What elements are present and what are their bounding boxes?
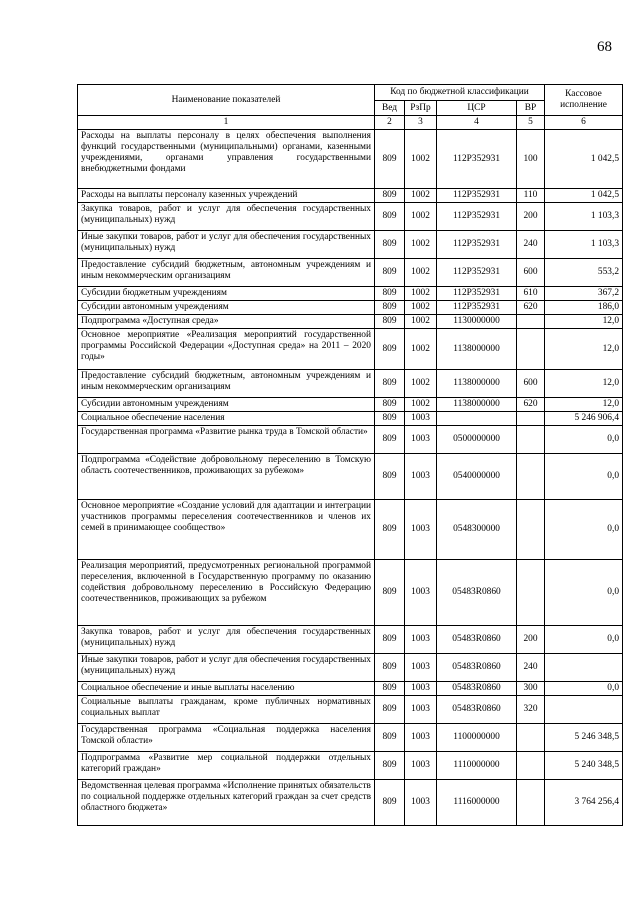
row-rzpr: 1003 — [405, 682, 437, 696]
row-csr — [437, 412, 517, 426]
row-vr — [517, 724, 545, 752]
row-name: Подпрограмма «Доступная среда» — [78, 315, 375, 329]
row-rzpr: 1002 — [405, 130, 437, 189]
row-csr: 05483R0860 — [437, 560, 517, 626]
column-number: 6 — [545, 116, 623, 130]
row-csr: 112P352931 — [437, 130, 517, 189]
row-name: Государственная программа «Развитие рынка труда в Томской области» — [78, 426, 375, 454]
row-vr: 110 — [517, 189, 545, 203]
row-ved: 809 — [375, 315, 405, 329]
row-name: Основное мероприятие «Реализация мероприятий государственной программы Российской Федерации «Доступная среда» на 2011 – 2020 годы» — [78, 329, 375, 370]
row-name: Подпрограмма «Содействие добровольному переселению в Томскую область соотечественников, проживающих за рубежом» — [78, 454, 375, 500]
row-name: Государственная программа «Социальная поддержка населения Томской области» — [78, 724, 375, 752]
row-name: Субсидии автономным учреждениям — [78, 301, 375, 315]
row-csr: 1138000000 — [437, 370, 517, 398]
row-csr: 0548300000 — [437, 500, 517, 560]
table-row — [78, 626, 623, 654]
table-row — [78, 370, 623, 398]
row-amount: 0,0 — [545, 500, 623, 560]
column-number: 4 — [437, 116, 517, 130]
row-amount: 1 103,3 — [545, 231, 623, 259]
row-name: Субсидии автономным учреждениям — [78, 398, 375, 412]
row-csr: 05483R0860 — [437, 696, 517, 724]
table-row — [78, 259, 623, 287]
row-amount: 553,2 — [545, 259, 623, 287]
row-vr — [517, 329, 545, 370]
row-vr — [517, 454, 545, 500]
row-name: Социальные выплаты гражданам, кроме публичных нормативных социальных выплат — [78, 696, 375, 724]
row-name: Субсидии бюджетным учреждениям — [78, 287, 375, 301]
row-name: Расходы на выплаты персоналу в целях обеспечения выполнения функций государственными (муниципальными) органами, казенными учреждениями, органами управления государственными внебюджетными фондами — [78, 130, 375, 189]
row-rzpr: 1003 — [405, 426, 437, 454]
row-ved: 809 — [375, 287, 405, 301]
row-ved: 809 — [375, 682, 405, 696]
row-rzpr: 1003 — [405, 500, 437, 560]
budget-table — [77, 84, 623, 826]
row-rzpr: 1003 — [405, 560, 437, 626]
row-amount: 12,0 — [545, 329, 623, 370]
column-number: 3 — [405, 116, 437, 130]
table-row — [78, 203, 623, 231]
table-row — [78, 780, 623, 826]
row-csr: 1100000000 — [437, 724, 517, 752]
row-amount: 12,0 — [545, 315, 623, 329]
row-rzpr: 1002 — [405, 329, 437, 370]
row-vr — [517, 780, 545, 826]
row-csr: 112P352931 — [437, 301, 517, 315]
row-ved: 809 — [375, 560, 405, 626]
row-vr: 300 — [517, 682, 545, 696]
row-name: Закупка товаров, работ и услуг для обеспечения государственных (муниципальных) нужд — [78, 203, 375, 231]
row-ved: 809 — [375, 454, 405, 500]
row-ved: 809 — [375, 724, 405, 752]
row-amount: 1 042,5 — [545, 189, 623, 203]
header-csr: ЦСР — [437, 101, 517, 116]
row-vr: 600 — [517, 370, 545, 398]
row-vr: 620 — [517, 301, 545, 315]
header-vr: ВР — [517, 101, 545, 116]
column-number: 2 — [375, 116, 405, 130]
row-amount — [545, 654, 623, 682]
row-ved: 809 — [375, 398, 405, 412]
row-amount: 5 246 906,4 — [545, 412, 623, 426]
row-rzpr: 1003 — [405, 412, 437, 426]
row-vr — [517, 752, 545, 780]
page-number: 68 — [597, 39, 612, 55]
row-csr: 0540000000 — [437, 454, 517, 500]
row-ved: 809 — [375, 626, 405, 654]
table-row — [78, 500, 623, 560]
header-name: Наименование показателей — [78, 85, 375, 116]
row-csr: 05483R0860 — [437, 626, 517, 654]
row-csr: 05483R0860 — [437, 682, 517, 696]
row-rzpr: 1002 — [405, 315, 437, 329]
row-ved: 809 — [375, 500, 405, 560]
row-rzpr: 1002 — [405, 301, 437, 315]
row-ved: 809 — [375, 203, 405, 231]
row-ved: 809 — [375, 370, 405, 398]
row-vr: 600 — [517, 259, 545, 287]
row-ved: 809 — [375, 259, 405, 287]
row-csr: 05483R0860 — [437, 654, 517, 682]
row-rzpr: 1003 — [405, 724, 437, 752]
table-row — [78, 454, 623, 500]
row-amount: 0,0 — [545, 682, 623, 696]
row-csr: 1130000000 — [437, 315, 517, 329]
table-row — [78, 231, 623, 259]
row-csr: 1138000000 — [437, 329, 517, 370]
table-row — [78, 398, 623, 412]
row-vr — [517, 412, 545, 426]
table-row — [78, 287, 623, 301]
row-ved: 809 — [375, 189, 405, 203]
row-name: Предоставление субсидий бюджетным, автономным учреждениям и иным некоммерческим организациям — [78, 370, 375, 398]
row-ved: 809 — [375, 696, 405, 724]
row-ved: 809 — [375, 412, 405, 426]
row-amount: 0,0 — [545, 454, 623, 500]
row-amount: 3 764 256,4 — [545, 780, 623, 826]
table-row — [78, 329, 623, 370]
row-csr: 0500000000 — [437, 426, 517, 454]
row-rzpr: 1003 — [405, 654, 437, 682]
table-row — [78, 189, 623, 203]
row-name: Предоставление субсидий бюджетным, автономным учреждениям и иным некоммерческим организациям — [78, 259, 375, 287]
header-ved: Вед — [375, 101, 405, 116]
row-amount: 1 042,5 — [545, 130, 623, 189]
row-rzpr: 1003 — [405, 454, 437, 500]
table-row — [78, 426, 623, 454]
row-rzpr: 1003 — [405, 696, 437, 724]
column-number: 5 — [517, 116, 545, 130]
row-ved: 809 — [375, 231, 405, 259]
row-ved: 809 — [375, 130, 405, 189]
row-amount: 186,0 — [545, 301, 623, 315]
row-ved: 809 — [375, 654, 405, 682]
row-vr: 320 — [517, 696, 545, 724]
row-ved: 809 — [375, 752, 405, 780]
table-row — [78, 412, 623, 426]
row-vr: 200 — [517, 626, 545, 654]
row-rzpr: 1003 — [405, 780, 437, 826]
header-cash: Кассовое исполнение — [545, 85, 623, 116]
row-amount: 5 240 348,5 — [545, 752, 623, 780]
row-amount: 5 246 348,5 — [545, 724, 623, 752]
row-name: Социальное обеспечение и иные выплаты населению — [78, 682, 375, 696]
table-row — [78, 560, 623, 626]
row-name: Социальное обеспечение населения — [78, 412, 375, 426]
row-vr — [517, 426, 545, 454]
row-csr: 1116000000 — [437, 780, 517, 826]
row-rzpr: 1002 — [405, 203, 437, 231]
row-name: Закупка товаров, работ и услуг для обеспечения государственных (муниципальных) нужд — [78, 626, 375, 654]
table-row — [78, 696, 623, 724]
row-csr: 112P352931 — [437, 259, 517, 287]
row-ved: 809 — [375, 780, 405, 826]
row-csr: 1138000000 — [437, 398, 517, 412]
row-ved: 809 — [375, 301, 405, 315]
row-amount: 12,0 — [545, 398, 623, 412]
row-name: Основное мероприятие «Создание условий для адаптации и интеграции участников программы переселения соотечественников и членов их семей в принимающее сообщество» — [78, 500, 375, 560]
row-amount: 0,0 — [545, 560, 623, 626]
row-amount: 367,2 — [545, 287, 623, 301]
row-csr: 1110000000 — [437, 752, 517, 780]
row-csr: 112P352931 — [437, 231, 517, 259]
row-amount: 1 103,3 — [545, 203, 623, 231]
row-name: Расходы на выплаты персоналу казенных учреждений — [78, 189, 375, 203]
table-row — [78, 301, 623, 315]
row-amount: 0,0 — [545, 626, 623, 654]
row-rzpr: 1002 — [405, 189, 437, 203]
row-vr: 200 — [517, 203, 545, 231]
row-vr — [517, 500, 545, 560]
table-row — [78, 752, 623, 780]
row-amount: 12,0 — [545, 370, 623, 398]
row-vr: 100 — [517, 130, 545, 189]
row-vr: 240 — [517, 231, 545, 259]
row-name: Реализация мероприятий, предусмотренных региональной программой переселения, включенной в Государственную программу по оказанию содействия добровольному переселению в Российскую Федерацию соотечественников, проживающих за рубежом — [78, 560, 375, 626]
row-rzpr: 1002 — [405, 370, 437, 398]
table-row — [78, 654, 623, 682]
row-rzpr: 1002 — [405, 398, 437, 412]
table-row — [78, 724, 623, 752]
row-name: Ведомственная целевая программа «Исполнение принятых обязательств по социальной поддержке отдельных категорий граждан за счет средств областного бюджета» — [78, 780, 375, 826]
row-rzpr: 1002 — [405, 231, 437, 259]
row-rzpr: 1002 — [405, 259, 437, 287]
row-vr: 240 — [517, 654, 545, 682]
header-code-group: Код по бюджетной классификации — [375, 85, 545, 101]
row-vr — [517, 560, 545, 626]
row-csr: 112P352931 — [437, 287, 517, 301]
row-rzpr: 1002 — [405, 287, 437, 301]
row-ved: 809 — [375, 426, 405, 454]
row-ved: 809 — [375, 329, 405, 370]
row-name: Подпрограмма «Развитие мер социальной поддержки отдельных категорий граждан» — [78, 752, 375, 780]
row-amount — [545, 696, 623, 724]
row-rzpr: 1003 — [405, 626, 437, 654]
table-row — [78, 315, 623, 329]
table-row — [78, 130, 623, 189]
column-number: 1 — [78, 116, 375, 130]
row-vr: 610 — [517, 287, 545, 301]
row-vr — [517, 315, 545, 329]
row-vr: 620 — [517, 398, 545, 412]
table-row — [78, 682, 623, 696]
row-csr: 112P352931 — [437, 189, 517, 203]
row-name: Иные закупки товаров, работ и услуг для обеспечения государственных (муниципальных) нужд — [78, 231, 375, 259]
row-amount: 0,0 — [545, 426, 623, 454]
row-rzpr: 1003 — [405, 752, 437, 780]
header-rzpr: РзПр — [405, 101, 437, 116]
row-csr: 112P352931 — [437, 203, 517, 231]
row-name: Иные закупки товаров, работ и услуг для обеспечения государственных (муниципальных) нужд — [78, 654, 375, 682]
